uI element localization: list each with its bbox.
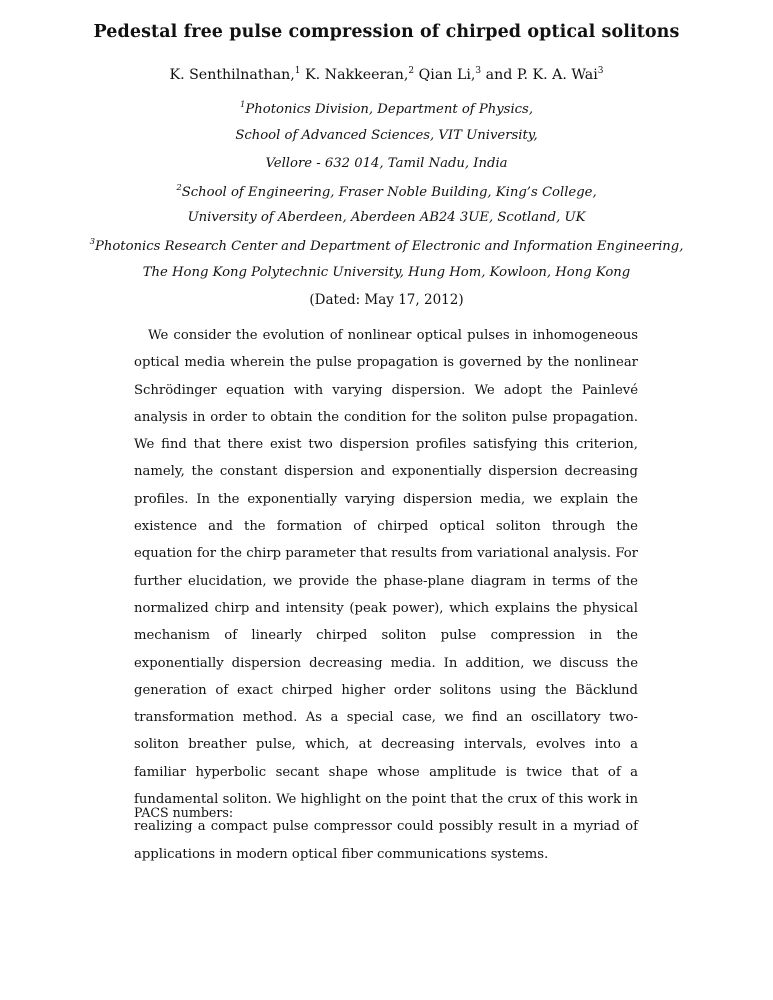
author-name: K. Senthilnathan, [169, 67, 295, 83]
affiliation-1-line-3: Vellore - 632 014, Tamil Nadu, India [265, 156, 508, 171]
affiliation-3-line-2: The Hong Kong Polytechnic University, Hung Hom, Kowloon, Hong Kong [142, 265, 631, 280]
affiliation-text: Photonics Division, Department of Physics, [245, 102, 534, 117]
affiliation-text: Photonics Research Center and Department of Electronic and Information Engineering, [94, 239, 684, 254]
paper-title: Pedestal free pulse compression of chirped optical solitons [93, 22, 680, 42]
affiliation-marker: 2 [176, 183, 182, 193]
author-list [0, 66, 773, 83]
author-name: and P. K. A. Wai [485, 67, 598, 83]
abstract [134, 322, 638, 868]
author-name: Qian Li, [418, 67, 476, 83]
author-affiliation-marker: 1 [294, 66, 301, 76]
abstract-text: We consider the evolution of nonlinear optical pulses in inhomogeneous optical media wherein the pulse propagation is governed by the nonlinear Schrödinger equation with varying dispersion. We adopt the Painlevé analysis in order to obtain the condition for the soliton pulse propagation. We find that there exist two dispersion profiles satisfying this criterion, namely, the constant dispersion and exponentially dispersion decreasing profiles. In the exponentially varying dispersion media, we explain the existence and the formation of chirped optical soliton through the equation for the chirp parameter that results from variational analysis. For further elucidation, we provide the phase-plane diagram in terms of the normalized chirp and intensity (peak power), which explains the physical mechanism of linearly chirped soliton pulse compression in the exponentially dispersion decreasing media. In addition, we discuss the generation of exact chirped higher order solitons using the Bäcklund transformation method. As a special case, we find an oscillatory two-soliton breather pulse, which, at decreasing intervals, evolves into a familiar hyperbolic secant shape whose amplitude is twice that of a fundamental soliton. We highlight on the point that the crux of this work in realizing a compact pulse compressor could possibly result in a myriad of applications in modern optical fiber communications systems. [134, 328, 638, 862]
author-affiliation-marker: 3 [597, 66, 604, 76]
affiliation-3-line-1 [0, 237, 773, 254]
author-affiliation-marker: 2 [408, 66, 415, 76]
affiliation-2-line-2: University of Aberdeen, Aberdeen AB24 3UE, Scotland, UK [187, 210, 586, 225]
affiliation-marker: 3 [89, 237, 95, 247]
dated-line: (Dated: May 17, 2012) [309, 292, 464, 308]
affiliation-text: School of Engineering, Fraser Noble Building, King’s College, [181, 185, 597, 200]
affiliation-marker: 1 [239, 100, 246, 110]
affiliation-1-line-1 [0, 100, 773, 117]
pacs-numbers: PACS numbers: [134, 805, 234, 820]
affiliation-2-line-1 [0, 183, 773, 200]
author-name: K. Nakkeeran, [305, 67, 409, 83]
author-affiliation-marker: 3 [475, 66, 482, 76]
affiliation-1-line-2: School of Advanced Sciences, VIT University, [235, 128, 538, 143]
